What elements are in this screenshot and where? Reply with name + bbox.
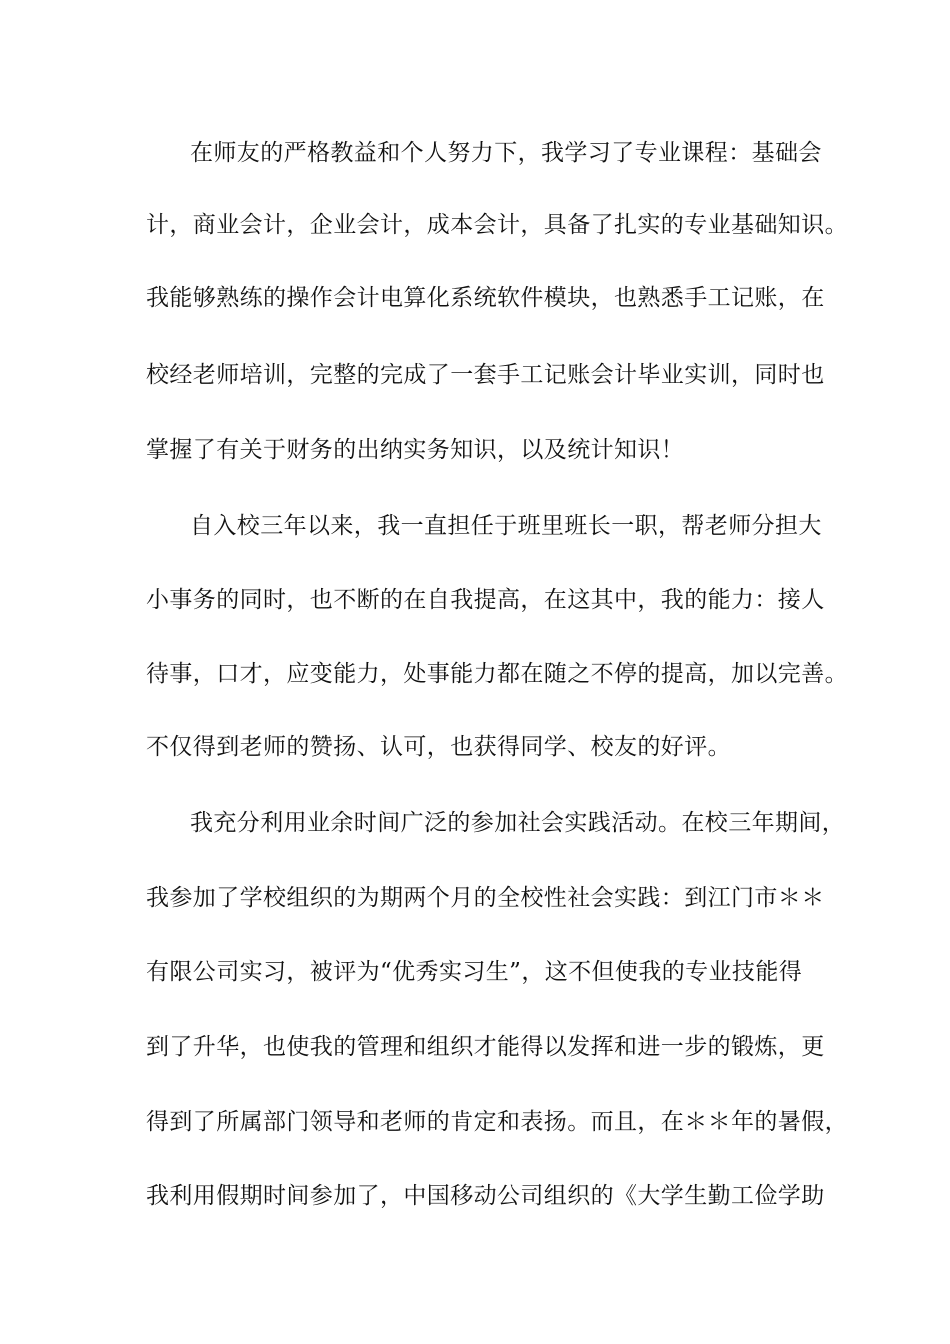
paragraph-1-line-2: 计，商业会计，企业会计，成本会计，具备了扎实的专业基础知识。 [146,212,848,238]
paragraph-1-line-5: 掌握了有关于财务的出纳实务知识，以及统计知识！ [146,437,685,463]
paragraph-2-line-1: 自入校三年以来，我一直担任于班里班长一职，帮老师分担大 [190,513,822,539]
paragraph-3-line-3: 有限公司实习，被评为“优秀实习生”，这不但使我的专业技能得 [146,959,803,985]
paragraph-3-line-4: 到了升华，也使我的管理和组织才能得以发挥和进一步的锻炼，更 [146,1034,825,1060]
paragraph-1-line-1: 在师友的严格教益和个人努力下，我学习了专业课程：基础会 [190,140,822,166]
paragraph-1-line-3: 我能够熟练的操作会计电算化系统软件模块，也熟悉手工记账，在 [146,285,825,311]
paragraph-2-line-4: 不仅得到老师的赞扬、认可，也获得同学、校友的好评。 [146,734,731,760]
paragraph-2-line-2: 小事务的同时，也不断的在自我提高，在这其中，我的能力：接人 [146,587,825,613]
paragraph-3-line-2: 我参加了学校组织的为期两个月的全校性社会实践：到江门市＊＊ [146,885,825,911]
paragraph-3-line-5: 得到了所属部门领导和老师的肯定和表扬。而且，在＊＊年的暑假， [146,1109,848,1135]
paragraph-3-line-6: 我利用假期时间参加了，中国移动公司组织的《大学生勤工俭学助 [146,1183,825,1209]
paragraph-1-line-4: 校经老师培训，完整的完成了一套手工记账会计毕业实训，同时也 [146,362,825,388]
paragraph-2-line-3: 待事，口才，应变能力，处事能力都在随之不停的提高，加以完善。 [146,661,848,687]
paragraph-3-line-1: 我充分利用业余时间广泛的参加社会实践活动。在校三年期间， [190,810,846,836]
